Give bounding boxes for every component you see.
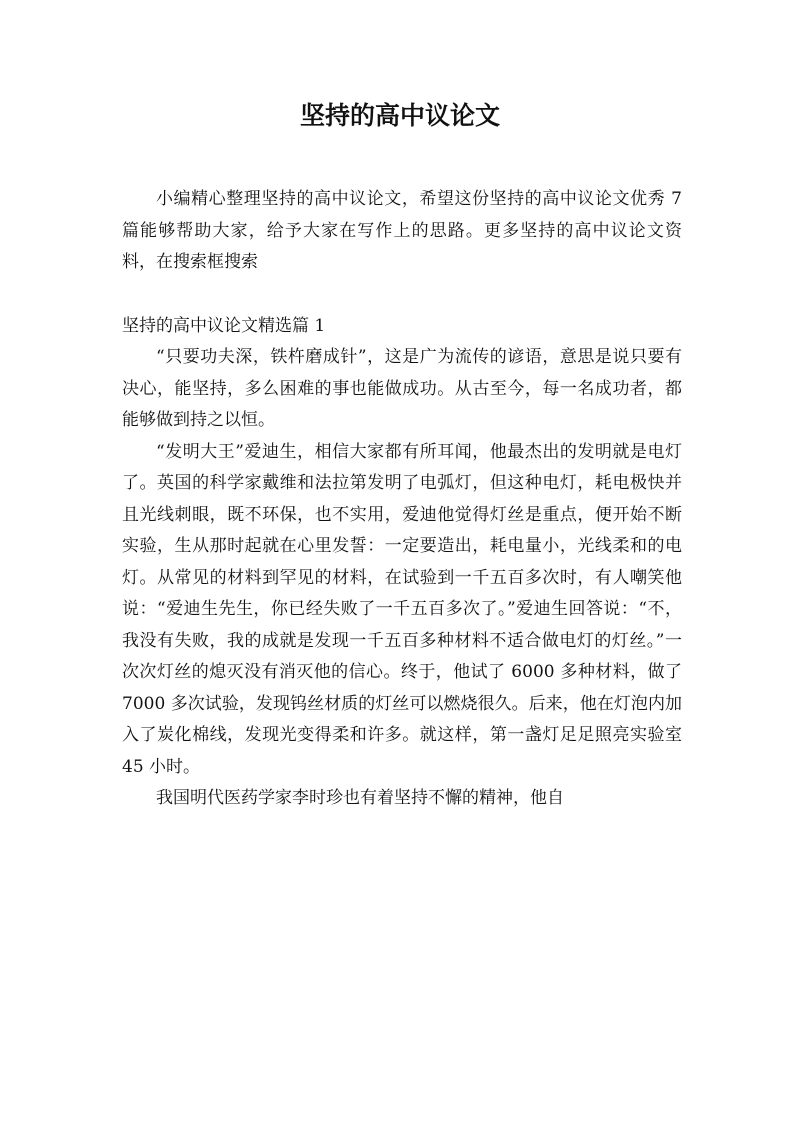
document-title: 坚持的高中议论文 xyxy=(299,101,500,130)
paragraph-gap xyxy=(122,279,682,311)
body-paragraph-2: “发明大王”爱迪生，相信大家都有所耳闻，他最杰出的发明就是电灯了。英国的科学家戴维和法拉第发明了电弧灯，但这种电灯，耗电极快并且光线刺眼，既不环保，也不实用，爱迪他觉得灯丝是重点，便开始不断实验，生从那时起就在心里发誓：一定要造出，耗电量小，光线柔和的电灯。从常见的材料到罕见的材料，在试验到一千五百多次时，有人嘲笑他说：“爱迪生先生，你已经失败了一千五百多次了。”爱迪生回答说：“不，我没有失败，我的成就是发现一千五百多种材料不适合做电灯的灯丝。”一次次灯丝的熄灭没有消灭他的信心。终于，他试了 6000 多种材料，做了 7000 多次试验，发现钨丝材质的灯丝可以燃烧很久。后来，他在灯泡内加入了炭化棉线，发现光变得柔和许多。就这样，第一盏灯足足照亮实验室 45 小时。 xyxy=(122,441,682,777)
body-paragraph-3: 我国明代医药学家李时珍也有着坚持不懈的精神，他自 xyxy=(156,788,564,808)
document-body xyxy=(122,184,682,815)
section-heading: 坚持的高中议论文精选篇 1 xyxy=(122,315,326,336)
intro-paragraph: 小编精心整理坚持的高中议论文，希望这份坚持的高中议论文优秀 7 篇能够帮助大家，给予大家在写作上的思路。更多坚持的高中议论文资料，在搜索框搜索 xyxy=(122,189,682,272)
body-paragraph-1: “只要功夫深，铁杵磨成针”，这是广为流传的谚语，意思是说只要有决心，能坚持，多么困难的事也能做成功。从古至今，每一名成功者，都能够做到持之以恒。 xyxy=(122,347,682,430)
